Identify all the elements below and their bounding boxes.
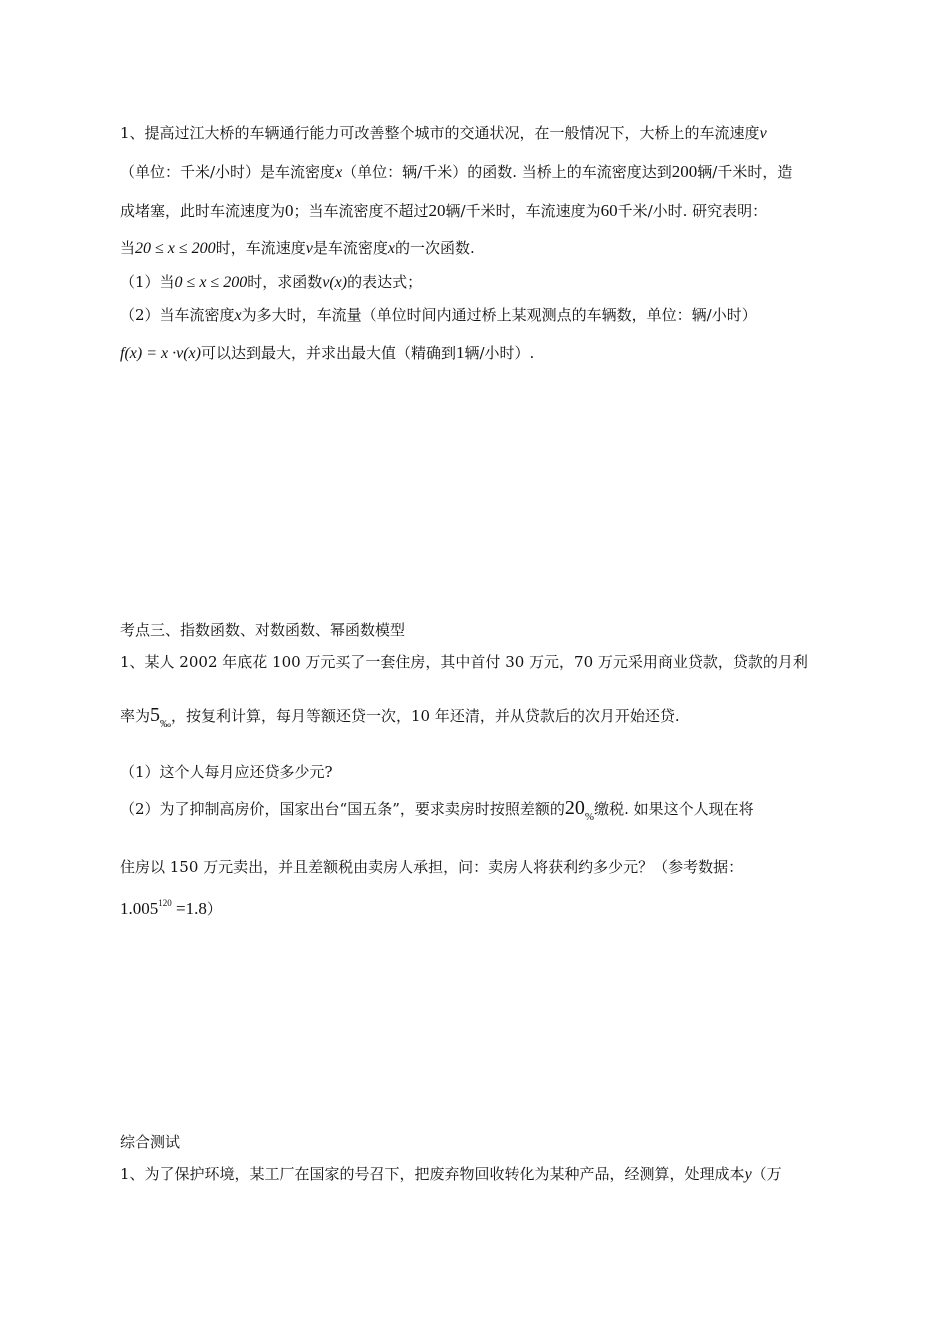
section3-heading: 考点三、指数函数、对数函数、幂函数模型 — [120, 621, 406, 639]
problem1-line4: 当20 ≤ x ≤ 200时，车流速度v是车流密度x的一次函数. — [120, 239, 475, 257]
problem1-line1: 1、提高过江大桥的车辆通行能力可改善整个城市的交通状况，在一般情况下，大桥上的车流速度v — [120, 124, 767, 142]
problem1-question2: （2）当车流密度x为多大时，车流量（单位时间内通过桥上某观测点的车辆数，单位：辆/小时） — [120, 306, 757, 324]
problem1-question1: （1）当0 ≤ x ≤ 200时，求函数v(x)的表达式； — [120, 273, 423, 291]
comprehensive-heading: 综合测试 — [120, 1133, 181, 1151]
comprehensive-problem1: 1、为了保护环境，某工厂在国家的号召下，把废弃物回收转化为某种产品，经测算，处理成本y（万 — [120, 1165, 782, 1183]
section3-problem1-line2: 率为$5_‰$，按复利计算，每月等额还贷一次，10 年还清，并从贷款后的次月开始还贷. — [120, 704, 680, 730]
problem1-line2: （单位：千米/小时）是车流密度x（单位：辆/千米）的函数. 当桥上的车流密度达到200辆/千米时，造 — [120, 162, 793, 181]
section3-problem1-line1: 1、某人 2002 年底花 100 万元买了一套住房，其中首付 30 万元，70 万元采用商业贷款，贷款的月利 — [120, 653, 808, 671]
problem1-question2-cont: f(x) = x ·v(x)可以达到最大，并求出最大值（精确到1辆/小时）. — [120, 343, 535, 362]
section3-question2-cont: 住房以 150 万元卖出，并且差额税由卖房人承担，问：卖房人将获利约多少元？（参考数据： — [120, 858, 744, 876]
section3-question1: （1）这个人每月应还贷多少元? — [120, 763, 333, 781]
problem1-line3: 成堵塞，此时车流速度为0；当车流密度不超过20辆/千米时，车流速度为60千米/小时. 研究表明： — [120, 201, 768, 220]
section3-question2: （2）为了抑制高房价，国家出台“国五条”，要求卖房时按照差额的$20_{\%}$缴税. 如果这个人现在将 — [120, 797, 754, 823]
section3-reference-data: $1.005^{120} =1.8$） — [120, 898, 222, 918]
